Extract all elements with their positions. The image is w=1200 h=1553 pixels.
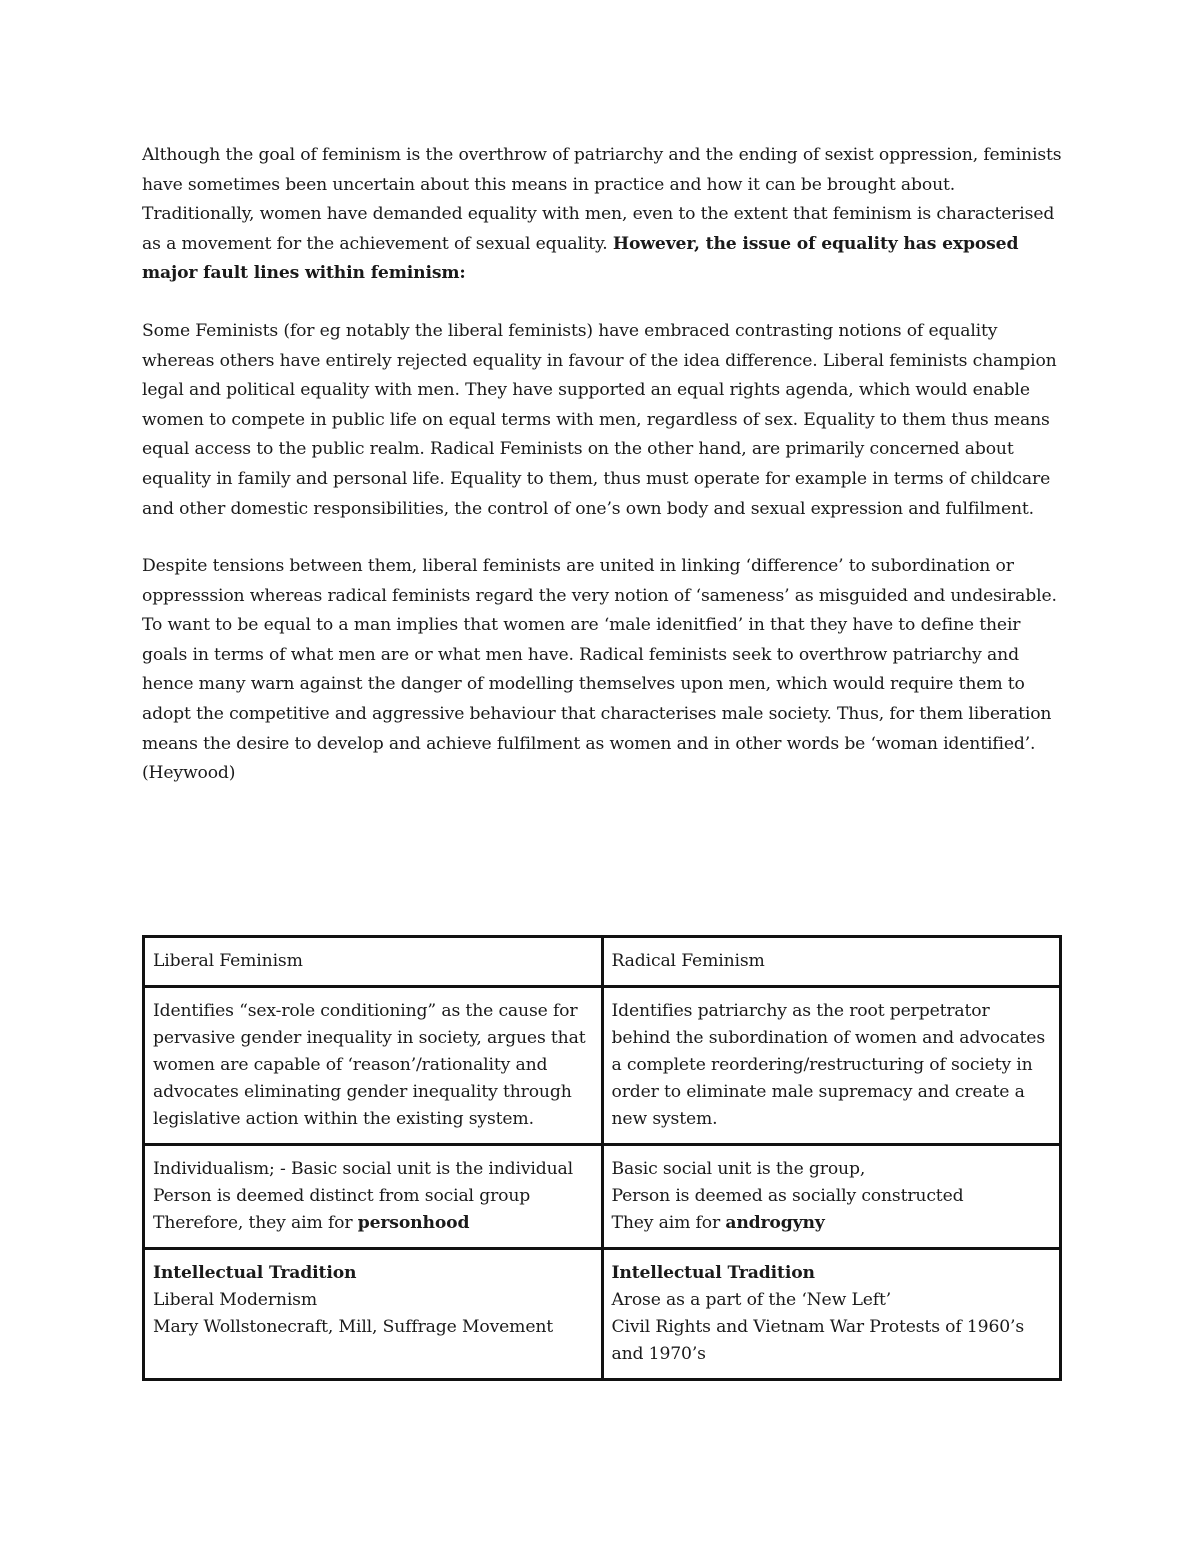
header-radical: Radical Feminism xyxy=(602,937,1061,987)
comparison-table xyxy=(142,935,1062,1381)
cell-radical-cause: Identifies patriarchy as the root perpetrator behind the subordination of women and advocates a complete reordering/restructuring of society in order to eliminate male supremacy and create a new system. xyxy=(602,987,1061,1145)
cell-radical-tradition xyxy=(602,1249,1061,1380)
paragraph-difference: Despite tensions between them, liberal feminists are united in linking ‘difference’ to subordination or oppresssion whereas radical feminists regard the very notion of ‘sameness’ as misguided and undesirable. To want to be equal to a man implies that women are ‘male idenitfied’ in that they have to define their goals in terms of what men are or what men have. Radical feminists seek to overthrow patriarchy and hence many warn against the danger of modelling themselves upon men, which would require them to adopt the competitive and aggressive behaviour that characterises male society. Thus, for them liberation means the desire to develop and achieve fulfilment as women and in other words be ‘woman identified’. (Heywood) xyxy=(142,556,1057,784)
liberal-tradition-line2: Mary Wollstonecraft, Mill, Suffrage Movement xyxy=(153,1317,554,1337)
radical-tradition-heading: Intellectual Tradition xyxy=(611,1263,815,1283)
table-row-tradition xyxy=(144,1249,1061,1380)
paragraph-equality: Some Feminists (for eg notably the liberal feminists) have embraced contrasting notions of equality whereas others have entirely rejected equality in favour of the idea difference. Liberal feminists champion legal and political equality with men. They have supported an equal rights agenda, which would enable women to compete in public life on equal terms with men, regardless of sex. Equality to them thus means equal access to the public realm. Radical Feminists on the other hand, are primarily concerned about equality in family and personal life. Equality to them, thus must operate for example in terms of childcare and other domestic responsibilities, the control of one’s own body and sexual expression and fulfilment. xyxy=(142,321,1057,519)
radical-tradition-line2: Civil Rights and Vietnam War Protests of 1960’s and 1970’s xyxy=(611,1317,1025,1364)
cell-radical-social-unit xyxy=(602,1145,1061,1249)
paragraph-intro xyxy=(142,141,1067,289)
table-header-row xyxy=(144,937,1061,987)
cell-liberal-tradition xyxy=(144,1249,603,1380)
header-liberal: Liberal Feminism xyxy=(144,937,603,987)
paragraph-intro-bold: However, the issue of equality has exposed major fault lines within feminism: xyxy=(142,233,1019,284)
radical-tradition-line1: Arose as a part of the ‘New Left’ xyxy=(611,1290,892,1310)
paragraph-intro-text: Although the goal of feminism is the overthrow of patriarchy and the ending of sexist oppression, feminists have sometimes been uncertain about this means in practice and how it can be brought about. Traditionally, women have demanded equality with men, even to the extent that feminism is characterised as a movement for the achievement of sexual equality. xyxy=(142,145,1062,254)
liberal-unit-line1: Individualism; - Basic social unit is the individual xyxy=(153,1159,573,1179)
radical-unit-line3 xyxy=(612,1210,1052,1237)
liberal-tradition-line1: Liberal Modernism xyxy=(153,1290,317,1310)
cell-liberal-social-unit xyxy=(144,1145,603,1249)
liberal-tradition-heading: Intellectual Tradition xyxy=(153,1263,357,1283)
radical-unit-line1: Basic social unit is the group, xyxy=(611,1159,866,1179)
table-row-social-unit xyxy=(144,1145,1061,1249)
table-row-cause xyxy=(144,987,1061,1145)
radical-aim-term: androgyny xyxy=(725,1213,825,1233)
liberal-aim-prefix: Therefore, they aim for xyxy=(153,1213,358,1233)
radical-unit-line2: Person is deemed as socially constructed xyxy=(611,1186,964,1206)
radical-aim-prefix: They aim for xyxy=(611,1213,726,1233)
liberal-unit-line2: Person is deemed distinct from social group xyxy=(153,1186,531,1206)
liberal-unit-line3 xyxy=(153,1210,593,1237)
cell-liberal-cause: Identifies “sex-role conditioning” as the cause for pervasive gender inequality in society, argues that women are capable of ‘reason’/rationality and advocates eliminating gender inequality through legislative action within the existing system. xyxy=(144,987,603,1145)
liberal-aim-term: personhood xyxy=(357,1213,470,1233)
